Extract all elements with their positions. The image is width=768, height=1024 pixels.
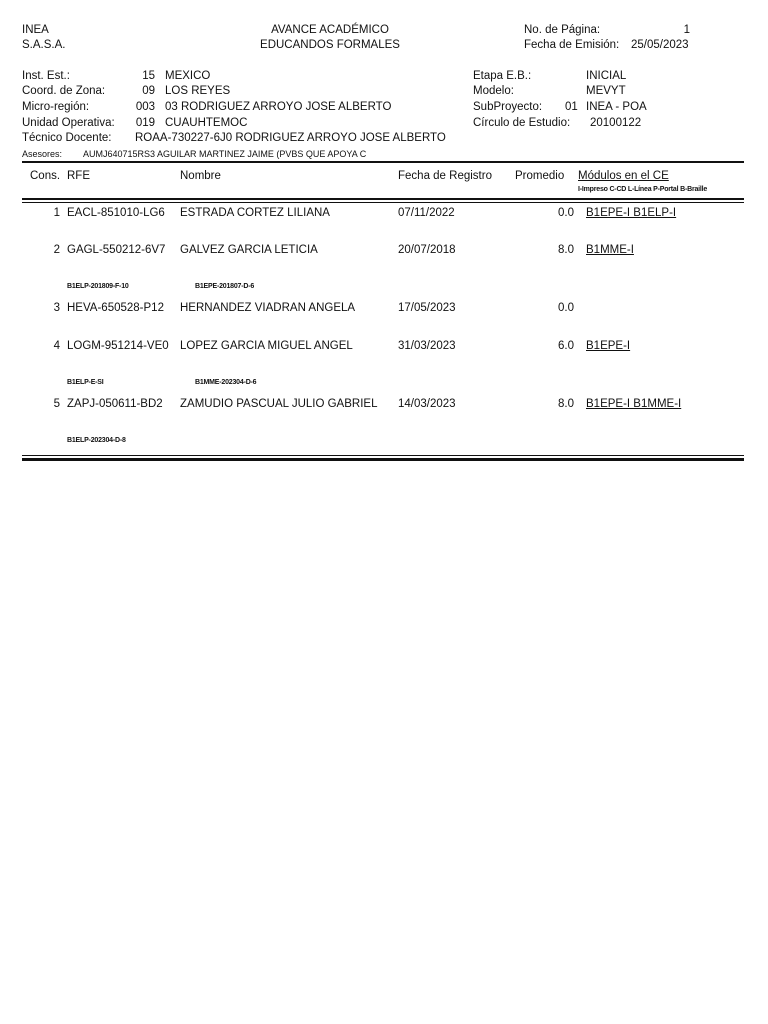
- org-name: INEA: [22, 24, 49, 36]
- row-rfe: HEVA-650528-P12: [67, 302, 164, 314]
- sub-org-name: S.A.S.A.: [22, 39, 66, 51]
- coord-name: LOS REYES: [165, 85, 231, 97]
- col-modulos-header: Módulos en el CE: [578, 170, 669, 182]
- row-rfe: GAGL-550212-6V7: [67, 244, 166, 256]
- asesores-label: Asesores:: [22, 149, 63, 159]
- row-promedio: 0.0: [558, 207, 574, 219]
- row-modulos: B1MME-I: [586, 244, 634, 256]
- modelo-value: MEVYT: [586, 85, 626, 97]
- asesores-value: AUMJ640715RS3 AGUILAR MARTINEZ JAIME (PVBS QUE APOYA C: [83, 149, 367, 159]
- row-nombre: HERNANDEZ VIADRAN ANGELA: [180, 302, 356, 314]
- tecnico-label: Técnico Docente:: [22, 132, 112, 144]
- row-cons: 5: [53, 398, 60, 410]
- issue-date-value: 25/05/2023: [631, 39, 689, 51]
- tecnico-value: ROAA-730227-6J0 RODRIGUEZ ARROYO JOSE ALBERTO: [135, 132, 446, 144]
- micro-code: 003: [135, 101, 155, 113]
- etapa-value: INICIAL: [586, 70, 627, 82]
- unidad-label: Unidad Operativa:: [22, 117, 115, 129]
- subproyecto-code: 01: [565, 101, 578, 113]
- coord-label: Coord. de Zona:: [22, 85, 106, 97]
- row-cons: 4: [53, 340, 60, 352]
- row-note: B1ELP-E-SI: [67, 379, 104, 386]
- col-promedio-header: Promedio: [515, 170, 565, 182]
- row-promedio: 6.0: [558, 340, 574, 352]
- row-fecha: 07/11/2022: [398, 207, 455, 219]
- row-note: B1MME-202304-D-6: [195, 379, 257, 386]
- table-top-rule: [22, 161, 744, 163]
- header-bottom-rule-thin: [22, 202, 744, 203]
- page-number-value: 1: [683, 24, 690, 36]
- report-title: AVANCE ACADÉMICO: [271, 24, 389, 36]
- row-note: B1ELP-202304-D-8: [67, 437, 126, 444]
- micro-label: Micro-región:: [22, 101, 90, 113]
- row-cons: 3: [53, 302, 60, 314]
- unidad-name: CUAUHTEMOC: [165, 117, 248, 129]
- row-modulos: B1EPE-I: [586, 340, 631, 352]
- row-cons: 1: [53, 207, 60, 219]
- etapa-label: Etapa E.B.:: [473, 70, 532, 82]
- circulo-label: Círculo de Estudio:: [473, 117, 571, 129]
- row-promedio: 0.0: [558, 302, 574, 314]
- row-promedio: 8.0: [558, 244, 574, 256]
- inst-name: MEXICO: [165, 70, 211, 82]
- row-nombre: GALVEZ GARCIA LETICIA: [180, 244, 318, 256]
- row-nombre: ZAMUDIO PASCUAL JULIO GABRIEL: [180, 398, 378, 410]
- subproyecto-value: INEA - POA: [586, 101, 647, 113]
- col-modulos-legend: I-Impreso C-CD L-Línea P-Portal B-Braille: [578, 186, 708, 193]
- row-note: B1ELP-201809-F-10: [67, 283, 129, 290]
- modelo-label: Modelo:: [473, 85, 514, 97]
- circulo-value: 20100122: [590, 117, 642, 129]
- inst-code: 15: [142, 70, 155, 82]
- issue-date-label: Fecha de Emisión:: [524, 39, 620, 51]
- unidad-code: 019: [135, 117, 155, 129]
- row-rfe: ZAPJ-050611-BD2: [67, 398, 163, 410]
- row-modulos: B1EPE-I B1MME-I: [586, 398, 682, 410]
- row-nombre: LOPEZ GARCIA MIGUEL ANGEL: [180, 340, 353, 352]
- row-rfe: LOGM-951214-VE0: [67, 340, 169, 352]
- row-rfe: EACL-851010-LG6: [67, 207, 165, 219]
- col-nombre-header: Nombre: [180, 170, 221, 182]
- table-bottom-rule: [22, 458, 744, 461]
- report-subtitle: EDUCANDOS FORMALES: [260, 39, 400, 51]
- page-number-label: No. de Página:: [524, 24, 601, 36]
- row-note: B1EPE-201807-D-6: [195, 283, 255, 290]
- header-bottom-rule: [22, 198, 744, 200]
- micro-name: 03 RODRIGUEZ ARROYO JOSE ALBERTO: [165, 101, 392, 113]
- row-fecha: 17/05/2023: [398, 302, 456, 314]
- row-promedio: 8.0: [558, 398, 574, 410]
- row-fecha: 31/03/2023: [398, 340, 456, 352]
- subproyecto-label: SubProyecto:: [473, 101, 543, 113]
- row-cons: 2: [53, 244, 60, 256]
- table-bottom-rule-thin: [22, 455, 744, 456]
- inst-label: Inst. Est.:: [22, 70, 70, 82]
- row-modulos: B1EPE-I B1ELP-I: [586, 207, 677, 219]
- row-fecha: 14/03/2023: [398, 398, 456, 410]
- row-nombre: ESTRADA CORTEZ LILIANA: [180, 207, 330, 219]
- coord-code: 09: [142, 85, 155, 97]
- row-fecha: 20/07/2018: [398, 244, 456, 256]
- col-cons-header: Cons.: [30, 170, 61, 182]
- col-rfe-header: RFE: [67, 170, 90, 182]
- col-fecha-header: Fecha de Registro: [398, 170, 492, 182]
